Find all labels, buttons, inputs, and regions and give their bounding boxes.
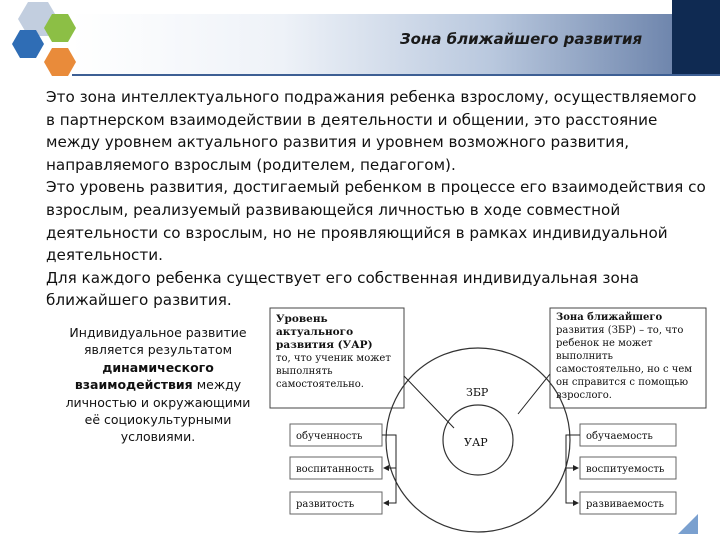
side-note (60, 324, 256, 446)
left-item-1: обученность (296, 431, 363, 442)
zbr-line-4: выполнить (556, 351, 613, 362)
zbr-line-5: самостоятельно, но с чем (556, 364, 693, 375)
right-item-2: воспитуемость (586, 464, 665, 475)
connector-uar (404, 376, 454, 428)
uar-body-1: то, что ученик может (276, 353, 391, 364)
inner-label: УАР (464, 436, 488, 449)
right-item-1: обучаемость (586, 431, 653, 442)
left-bracket (382, 435, 396, 503)
side-note-text-1: Индивидуальное развитие является результатом (69, 325, 247, 358)
left-item-3: развитость (296, 499, 355, 510)
left-item-2: воспитанность (296, 464, 375, 475)
paragraph-individual: Для каждого ребенка существует его собственная индивидуальная зона ближайшего развития. (46, 268, 639, 310)
zbr-line-7: взрослого. (556, 390, 612, 401)
main-text (46, 86, 706, 312)
right-bracket (566, 435, 580, 503)
uar-title-1: Уровень (276, 313, 328, 325)
zpd-diagram (268, 304, 708, 534)
hexagon-logo (0, 0, 90, 90)
uar-body-3: самостоятельно. (276, 379, 364, 390)
connector-zbr (518, 374, 550, 414)
side-note-text-2: между личностью и окружающими её социокультурными условиями. (65, 377, 251, 445)
zbr-line-1: Зона ближайшего (556, 312, 663, 323)
zbr-line-3: ребенок не может (556, 338, 653, 349)
slide-title: Зона ближайшего развития (400, 30, 643, 48)
uar-title-3: развития (УАР) (276, 339, 373, 351)
header-rule (72, 74, 720, 76)
hexagon-orange (44, 48, 76, 76)
paragraph-level: Это уровень развития, достигаемый ребенком в процессе его взаимодействия со взрослым, реализуемый развивающейся личностью в ходе совместной деятельности со взрослым, но не проявляющийся в рамках индивидуальной деятельности. (46, 178, 706, 265)
uar-title-2: актуального (276, 326, 354, 338)
paragraph-definition: Это зона интеллектуального подражания ребенка взрослому, осуществляемого в партнерском взаимодействии в деятельности и общении, это расстояние между уровнем актуального развития и уровнем возможного развития, направляемого взрослым (родителем, педагогом). (46, 88, 697, 174)
uar-body-2: выполнять (276, 366, 333, 377)
right-item-3: развиваемость (586, 499, 664, 510)
outer-label: ЗБР (466, 386, 489, 399)
header-bar (0, 0, 720, 75)
zbr-line-6: он справится с помощью (556, 377, 689, 388)
side-note-bold: динамического взаимодействия (74, 359, 214, 393)
zbr-line-2: развития (ЗБР) – то, что (556, 325, 684, 336)
corner-triangle (678, 514, 698, 534)
